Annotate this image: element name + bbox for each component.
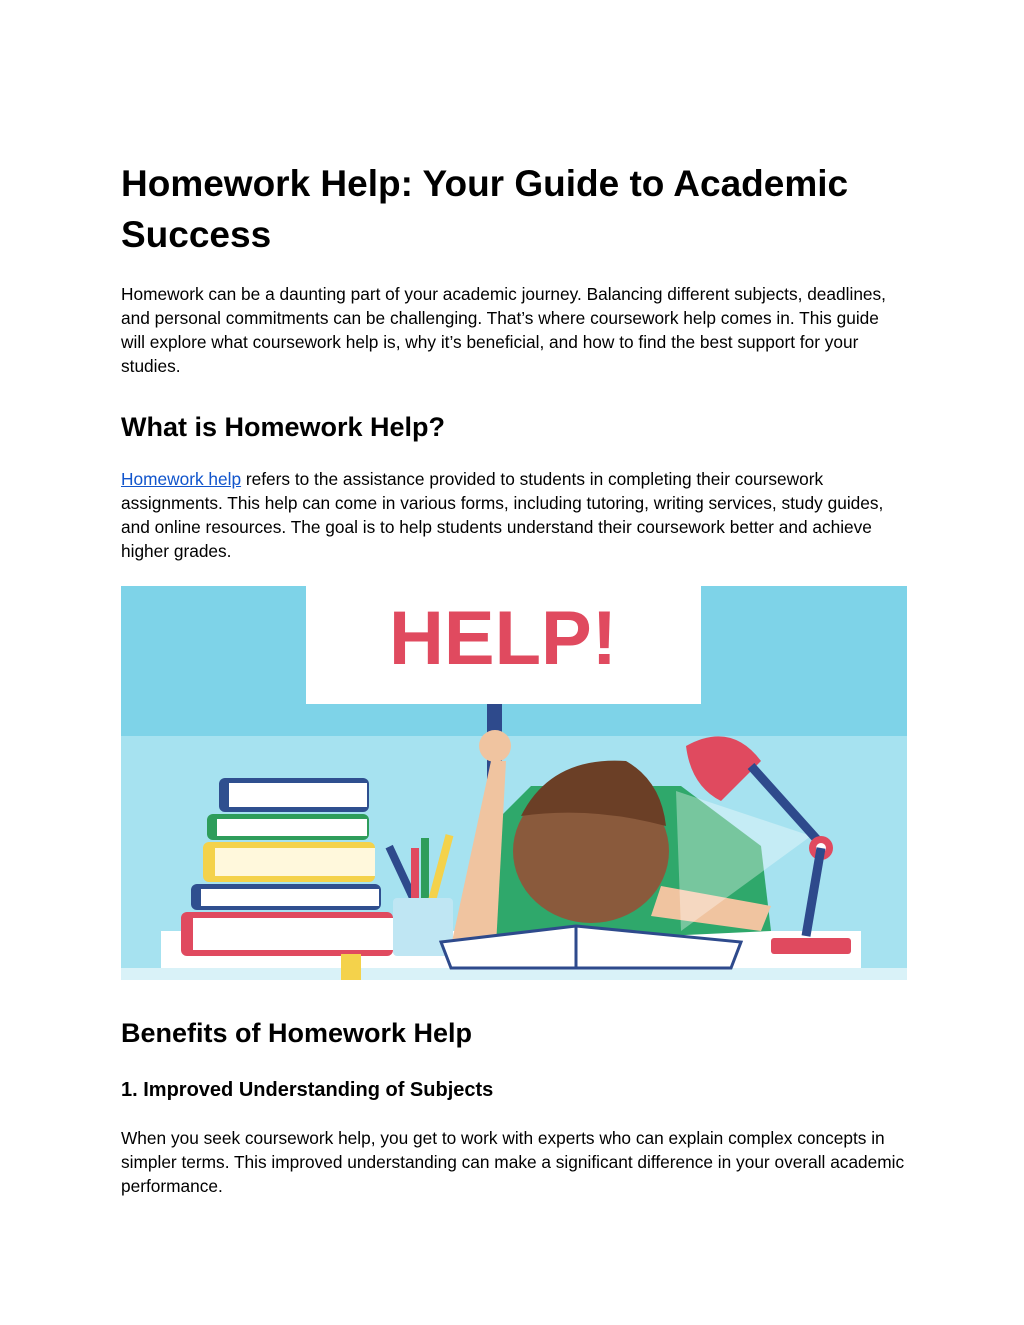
section-heading-benefits: Benefits of Homework Help bbox=[121, 1018, 473, 1048]
page-title: Homework Help: Your Guide to Academic Success bbox=[121, 163, 849, 255]
intro-paragraph: Homework can be a daunting part of your academic journey. Balancing different subjects, deadlines, and personal commitments can be challenging. That’s where coursework help comes in. This guide will explore what coursework help is, why it’s beneficial, and how to find the best support for your studies. bbox=[121, 284, 886, 376]
desk-edge bbox=[121, 968, 907, 980]
help-sign-text: HELP! bbox=[389, 596, 617, 681]
section-heading-what-is: What is Homework Help? bbox=[121, 412, 446, 442]
help-illustration bbox=[121, 586, 907, 980]
homework-help-link[interactable]: Homework help bbox=[121, 469, 242, 489]
what-is-body: refers to the assistance provided to students in completing their coursework assignments. This help can come in various forms, including tutoring, writing services, study guides, and online resources. The goal is to help students understand their coursework better and achieve higher grades. bbox=[121, 469, 884, 561]
what-is-paragraph bbox=[121, 467, 907, 563]
improved-understanding-paragraph: When you seek coursework help, you get to work with experts who can explain complex concepts in simpler terms. This improved understanding can make a significant difference in your overall academic performance. bbox=[121, 1128, 905, 1196]
subheading-improved-understanding: 1. Improved Understanding of Subjects bbox=[121, 1079, 494, 1101]
